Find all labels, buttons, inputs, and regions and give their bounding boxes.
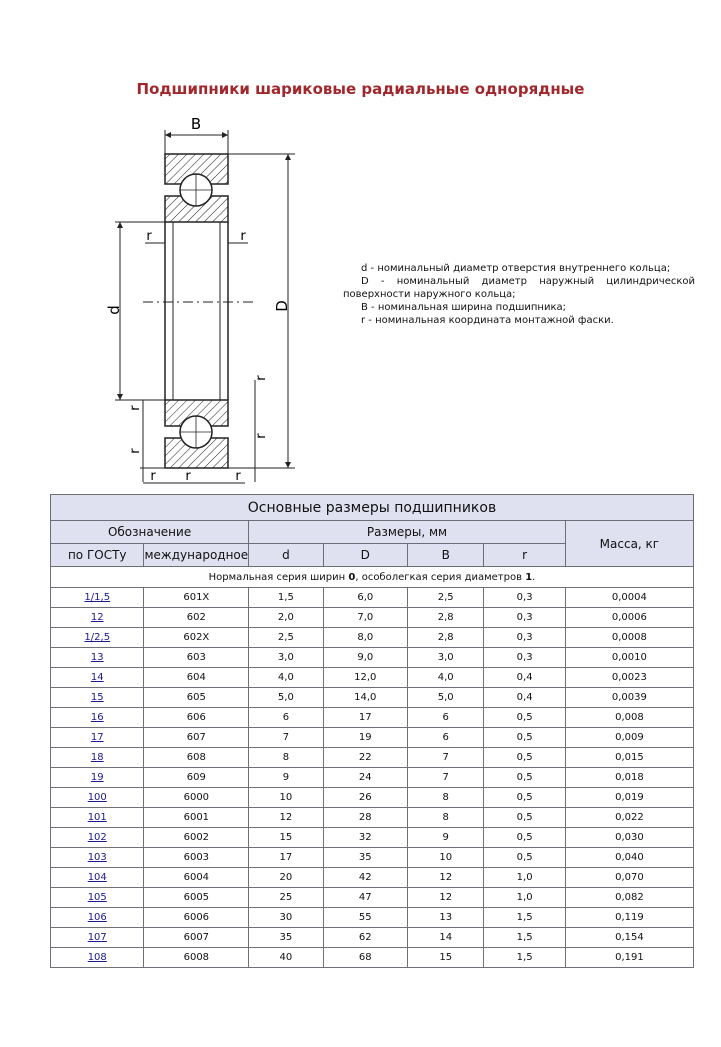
table-row [51,608,694,628]
cell-r: 1,5 [484,948,565,968]
label-d: d [105,305,123,315]
cell-gost[interactable]: 106 [51,908,144,928]
table-row [51,648,694,668]
cell-B: 4,0 [408,668,484,688]
table-row [51,748,694,768]
header-sizes: Размеры, мм [249,521,566,544]
cell-intl: 607 [144,728,249,748]
cell-gost[interactable]: 101 [51,808,144,828]
cell-D: 17 [323,708,407,728]
cell-D: 7,0 [323,608,407,628]
cell-D: 9,0 [323,648,407,668]
cell-d: 30 [249,908,323,928]
cell-r: 1,5 [484,928,565,948]
cell-gost[interactable]: 104 [51,868,144,888]
cell-D: 22 [323,748,407,768]
cell-B: 8 [408,788,484,808]
cell-d: 15 [249,828,323,848]
legend [343,262,695,327]
cell-mass: 0,0010 [565,648,693,668]
table-row [51,708,694,728]
cell-D: 35 [323,848,407,868]
cell-D: 14,0 [323,688,407,708]
label-r-right-2: r [254,433,269,439]
cell-mass: 0,022 [565,808,693,828]
cell-d: 40 [249,948,323,968]
table-row [51,588,694,608]
cell-r: 0,3 [484,608,565,628]
cell-intl: 6007 [144,928,249,948]
table-row [51,828,694,848]
cell-B: 2,8 [408,628,484,648]
cell-mass: 0,154 [565,928,693,948]
cell-B: 7 [408,748,484,768]
cell-gost[interactable]: 16 [51,708,144,728]
cell-d: 8 [249,748,323,768]
cell-gost[interactable]: 100 [51,788,144,808]
series-note: Нормальная серия ширин 0, особолегкая серия диаметров 1. [51,567,694,588]
header-B: B [408,544,484,567]
cell-B: 3,0 [408,648,484,668]
cell-D: 6,0 [323,588,407,608]
table-row [51,768,694,788]
cell-D: 55 [323,908,407,928]
table-row [51,728,694,748]
header-r: r [484,544,565,567]
cell-B: 14 [408,928,484,948]
cell-intl: 609 [144,768,249,788]
cell-B: 15 [408,948,484,968]
cell-gost[interactable]: 107 [51,928,144,948]
table-caption: Основные размеры подшипников [51,495,694,521]
cell-intl: 605 [144,688,249,708]
cell-D: 62 [323,928,407,948]
cell-mass: 0,070 [565,868,693,888]
header-d: d [249,544,323,567]
cell-D: 47 [323,888,407,908]
cell-intl: 6003 [144,848,249,868]
cell-r: 0,5 [484,848,565,868]
legend-r: r - номинальная координата монтажной фаски. [361,315,614,326]
cell-intl: 6005 [144,888,249,908]
cell-mass: 0,191 [565,948,693,968]
cell-gost[interactable]: 108 [51,948,144,968]
cell-mass: 0,018 [565,768,693,788]
cell-intl: 601X [144,588,249,608]
cell-intl: 6008 [144,948,249,968]
cell-r: 0,5 [484,708,565,728]
page-title: Подшипники шариковые радиальные однорядные [136,80,585,98]
cell-gost[interactable]: 18 [51,748,144,768]
cell-mass: 0,0039 [565,688,693,708]
cell-d: 4,0 [249,668,323,688]
label-r-left-1: r [128,405,143,411]
legend-D-2: поверхности наружного кольца; [343,289,516,300]
cell-d: 1,5 [249,588,323,608]
cell-B: 10 [408,848,484,868]
label-B: B [190,115,202,133]
cell-r: 1,0 [484,888,565,908]
cell-intl: 608 [144,748,249,768]
header-gost: по ГОСТу [51,544,144,567]
table-row [51,848,694,868]
cell-d: 17 [249,848,323,868]
legend-D-1: D - номинальный диаметр наружный цилиндрической [361,276,695,287]
cell-intl: 602 [144,608,249,628]
cell-d: 7 [249,728,323,748]
table-row [51,628,694,648]
cell-r: 0,5 [484,728,565,748]
table-row [51,908,694,928]
cell-gost[interactable]: 19 [51,768,144,788]
dimension-d [105,222,165,400]
legend-B: B - номинальная ширина подшипника; [361,302,567,313]
cell-gost[interactable]: 1/1,5 [51,588,144,608]
cell-D: 68 [323,948,407,968]
cell-gost[interactable]: 13 [51,648,144,668]
cell-D: 8,0 [323,628,407,648]
header-D: D [323,544,407,567]
cell-r: 1,5 [484,908,565,928]
cell-D: 26 [323,788,407,808]
cell-gost[interactable]: 102 [51,828,144,848]
cell-d: 6 [249,708,323,728]
cell-r: 0,3 [484,648,565,668]
cell-intl: 604 [144,668,249,688]
cell-d: 25 [249,888,323,908]
table-row [51,688,694,708]
cell-intl: 6006 [144,908,249,928]
bearing-dimensions-table [50,494,694,968]
cell-gost[interactable]: 14 [51,668,144,688]
cell-D: 24 [323,768,407,788]
table-row [51,948,694,968]
cell-d: 3,0 [249,648,323,668]
legend-d: d - номинальный диаметр отверстия внутреннего кольца; [361,263,671,274]
cell-B: 12 [408,868,484,888]
cell-mass: 0,040 [565,848,693,868]
cell-d: 5,0 [249,688,323,708]
label-r-bottom-3: r [235,469,241,484]
cell-r: 1,0 [484,868,565,888]
cell-B: 6 [408,728,484,748]
label-r-bottom-1: r [150,469,156,484]
header-intl: международное [144,544,249,567]
label-r-left-2: r [128,448,143,454]
cell-mass: 0,119 [565,908,693,928]
cell-gost[interactable]: 105 [51,888,144,908]
cell-intl: 6004 [144,868,249,888]
cell-r: 0,5 [484,768,565,788]
cell-intl: 6001 [144,808,249,828]
cell-r: 0,4 [484,668,565,688]
cell-gost[interactable]: 1/2,5 [51,628,144,648]
cell-r: 0,5 [484,788,565,808]
table-row [51,788,694,808]
cell-intl: 6000 [144,788,249,808]
cell-B: 2,8 [408,608,484,628]
cell-B: 2,5 [408,588,484,608]
cell-d: 12 [249,808,323,828]
cell-mass: 0,009 [565,728,693,748]
cell-D: 28 [323,808,407,828]
cell-r: 0,4 [484,688,565,708]
label-D: D [273,300,291,312]
header-mass: Масса, кг [565,521,693,567]
cell-B: 12 [408,888,484,908]
dimension-D [228,154,295,468]
cell-gost[interactable]: 15 [51,688,144,708]
cell-B: 9 [408,828,484,848]
cell-d: 10 [249,788,323,808]
cell-mass: 0,019 [565,788,693,808]
cell-d: 35 [249,928,323,948]
table-row [51,888,694,908]
label-r-bottom-2: r [185,469,191,484]
cell-B: 7 [408,768,484,788]
cell-gost[interactable]: 17 [51,728,144,748]
cell-mass: 0,015 [565,748,693,768]
cell-intl: 606 [144,708,249,728]
cell-mass: 0,030 [565,828,693,848]
cell-B: 13 [408,908,484,928]
cell-mass: 0,008 [565,708,693,728]
cell-d: 2,5 [249,628,323,648]
label-r-top-right: r [240,229,246,244]
cell-r: 0,3 [484,588,565,608]
cell-mass: 0,082 [565,888,693,908]
table-row [51,808,694,828]
label-r-top-left: r [146,229,152,244]
table-row [51,868,694,888]
header-designation: Обозначение [51,521,249,544]
cell-gost[interactable]: 103 [51,848,144,868]
cell-mass: 0,0023 [565,668,693,688]
cell-r: 0,5 [484,748,565,768]
cell-mass: 0,0006 [565,608,693,628]
cell-D: 12,0 [323,668,407,688]
cell-D: 19 [323,728,407,748]
cell-D: 42 [323,868,407,888]
cell-mass: 0,0008 [565,628,693,648]
cell-B: 8 [408,808,484,828]
cell-B: 5,0 [408,688,484,708]
cell-r: 0,3 [484,628,565,648]
cell-d: 2,0 [249,608,323,628]
cell-intl: 6002 [144,828,249,848]
table-row [51,928,694,948]
cell-mass: 0,0004 [565,588,693,608]
cell-intl: 602X [144,628,249,648]
cell-r: 0,5 [484,828,565,848]
table-row [51,668,694,688]
cell-d: 20 [249,868,323,888]
cell-d: 9 [249,768,323,788]
label-r-right-1: r [254,375,269,381]
bearing-cross-section-diagram [95,110,315,490]
cell-r: 0,5 [484,808,565,828]
cell-intl: 603 [144,648,249,668]
cell-B: 6 [408,708,484,728]
cell-D: 32 [323,828,407,848]
cell-gost[interactable]: 12 [51,608,144,628]
dimension-B [165,115,228,154]
